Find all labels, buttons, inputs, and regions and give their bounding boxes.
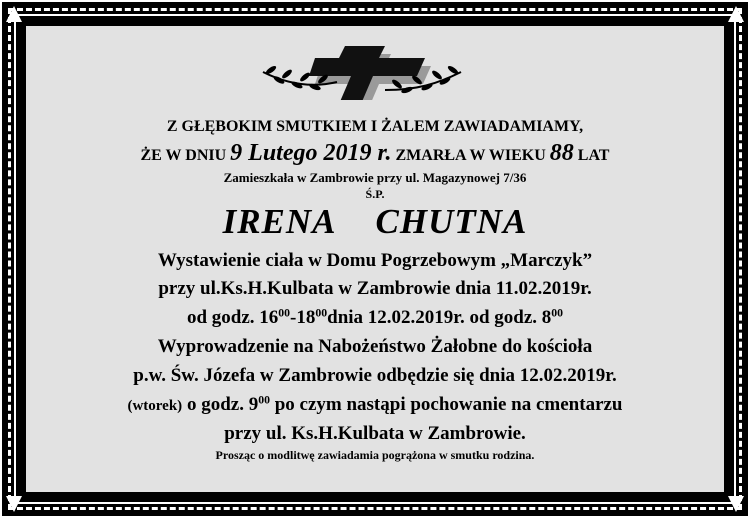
hour-start-minutes: 00 <box>278 306 291 320</box>
hours-day: dnia 12.02.2019r. od godz. <box>327 307 538 328</box>
hour-next-minutes: 00 <box>551 306 564 320</box>
last-name: CHUTNA <box>375 202 528 241</box>
residence-line: Zamieszkała w Zambrowie przy ul. Magazynowej 7/36 <box>223 170 527 185</box>
time-hour: 9 <box>248 394 259 415</box>
cross-with-branches-icon <box>257 32 467 100</box>
first-name: IRENA <box>222 202 337 241</box>
honorific: Ś.P. <box>365 187 385 201</box>
corner-ornament-icon <box>4 4 24 24</box>
burial-text: po czym nastąpi pochowanie na cmentarzu <box>274 394 623 415</box>
procession-line: Wyprowadzenie na Nabożeństwo Żałobne do kościoła <box>157 336 593 357</box>
age-suffix: LAT <box>577 147 610 164</box>
death-date: 9 Lutego 2019 r. <box>230 140 392 166</box>
wake-date: 11.02.2019r. <box>495 278 592 299</box>
hour-start: 16 <box>259 307 279 328</box>
church-location: p.w. Św. Józefa w Zambrowie odbędzie się dnia <box>133 365 516 386</box>
church-date: 12.02.2019r. <box>519 365 617 386</box>
wake-hours-line <box>24 307 726 329</box>
hour-separator: - <box>290 307 297 328</box>
corner-ornament-icon <box>726 4 746 24</box>
church-line <box>24 365 726 387</box>
announcement-line: Z GŁĘBOKIM SMUTKIEM I ŻALEM ZAWIADAMIAMY, <box>166 118 584 135</box>
time-prefix: o godz. <box>186 394 244 415</box>
cemetery-line: przy ul. Ks.H.Kulbata w Zambrowie. <box>224 423 526 444</box>
wake-line-1: Wystawienie ciała w Domu Pogrzebowym „Marczyk” <box>157 250 593 271</box>
age-prefix: ZMARŁA W WIEKU <box>395 147 546 164</box>
weekday: (wtorek) <box>127 398 183 414</box>
hours-prefix: od godz. <box>186 307 255 328</box>
date-prefix: ŻE W DNIU <box>140 147 227 164</box>
corner-ornament-icon <box>726 494 746 514</box>
closing-line: Prosząc o modlitwę zawiadamia pogrążona w smutku rodzina. <box>215 448 535 462</box>
hour-end-minutes: 00 <box>315 306 328 320</box>
hour-end: 18 <box>296 307 316 328</box>
corner-ornament-icon <box>4 494 24 514</box>
notice-content <box>24 24 726 494</box>
hour-next: 8 <box>541 307 552 328</box>
wake-line-2 <box>24 278 726 300</box>
wake-location: przy ul.Ks.H.Kulbata w Zambrowie dnia <box>158 278 492 299</box>
death-date-line <box>24 140 726 167</box>
deceased-name <box>24 202 726 242</box>
burial-line <box>24 394 726 416</box>
time-minutes: 00 <box>258 393 270 407</box>
age-value: 88 <box>549 140 574 166</box>
